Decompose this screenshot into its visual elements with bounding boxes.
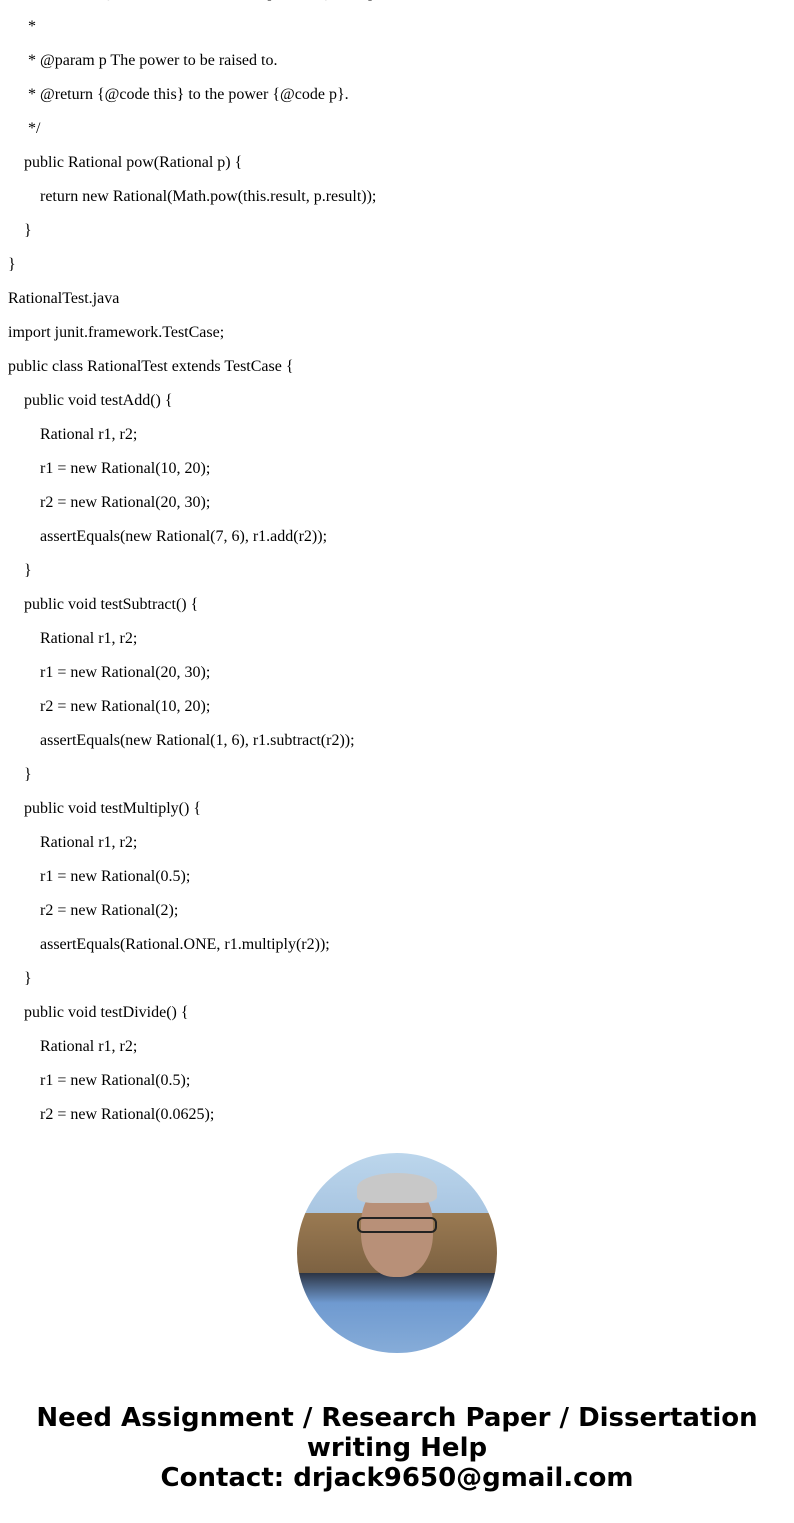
code-line: r2 = new Rational(2); [40, 902, 179, 919]
banner-line-2: writing Help [306, 1433, 488, 1463]
code-line: RationalTest.java [8, 290, 120, 307]
code-line: * [28, 18, 36, 35]
code-line: r1 = new Rational(20, 30); [40, 664, 211, 681]
code-line [8, 0, 388, 10]
code-line: } [24, 970, 32, 987]
code-line: r2 = new Rational(0.0625); [40, 1106, 215, 1123]
code-line: Rational r1, r2; [40, 426, 138, 443]
code-line: } [24, 766, 32, 783]
code-line: r1 = new Rational(10, 20); [40, 460, 211, 477]
code-line: * @return {@code this} to the power {@code p}. [28, 86, 349, 103]
avatar-hair [357, 1173, 437, 1203]
code-line: } [24, 562, 32, 579]
code-line: public class RationalTest extends TestCase { [8, 358, 294, 375]
code-line: r2 = new Rational(20, 30); [40, 494, 211, 511]
code-line: public void testSubtract() { [24, 596, 199, 613]
banner-contact[interactable]: Contact: drjack9650@gmail.com [160, 1463, 634, 1493]
avatar-glasses [357, 1217, 437, 1233]
code-line: assertEquals(Rational.ONE, r1.multiply(r2)); [40, 936, 330, 953]
code-line: return new Rational(Math.pow(this.result, p.result)); [40, 188, 377, 205]
contact-banner [0, 1403, 794, 1493]
code-line: assertEquals(new Rational(1, 6), r1.subtract(r2)); [40, 732, 355, 749]
code-line: public void testAdd() { [24, 392, 173, 409]
code-line: r2 = new Rational(10, 20); [40, 698, 211, 715]
code-line: Rational r1, r2; [40, 1038, 138, 1055]
code-line: Rational r1, r2; [40, 834, 138, 851]
author-avatar [297, 1153, 497, 1353]
code-line: */ [28, 120, 41, 137]
code-listing [8, 0, 388, 1132]
code-line: public Rational pow(Rational p) { [24, 154, 243, 171]
code-line: } [8, 256, 16, 273]
code-line: import junit.framework.TestCase; [8, 324, 225, 341]
code-line: public void testDivide() { [24, 1004, 189, 1021]
code-line: Rational r1, r2; [40, 630, 138, 647]
code-line: assertEquals(new Rational(7, 6), r1.add(r2)); [40, 528, 328, 545]
code-line: } [24, 222, 32, 239]
code-line: * @param p The power to be raised to. [28, 52, 278, 69]
banner-line-1: Need Assignment / Research Paper / Dissertation [36, 1403, 758, 1433]
code-line: r1 = new Rational(0.5); [40, 1072, 191, 1089]
code-line: public void testMultiply() { [24, 800, 201, 817]
code-line: r1 = new Rational(0.5); [40, 868, 191, 885]
